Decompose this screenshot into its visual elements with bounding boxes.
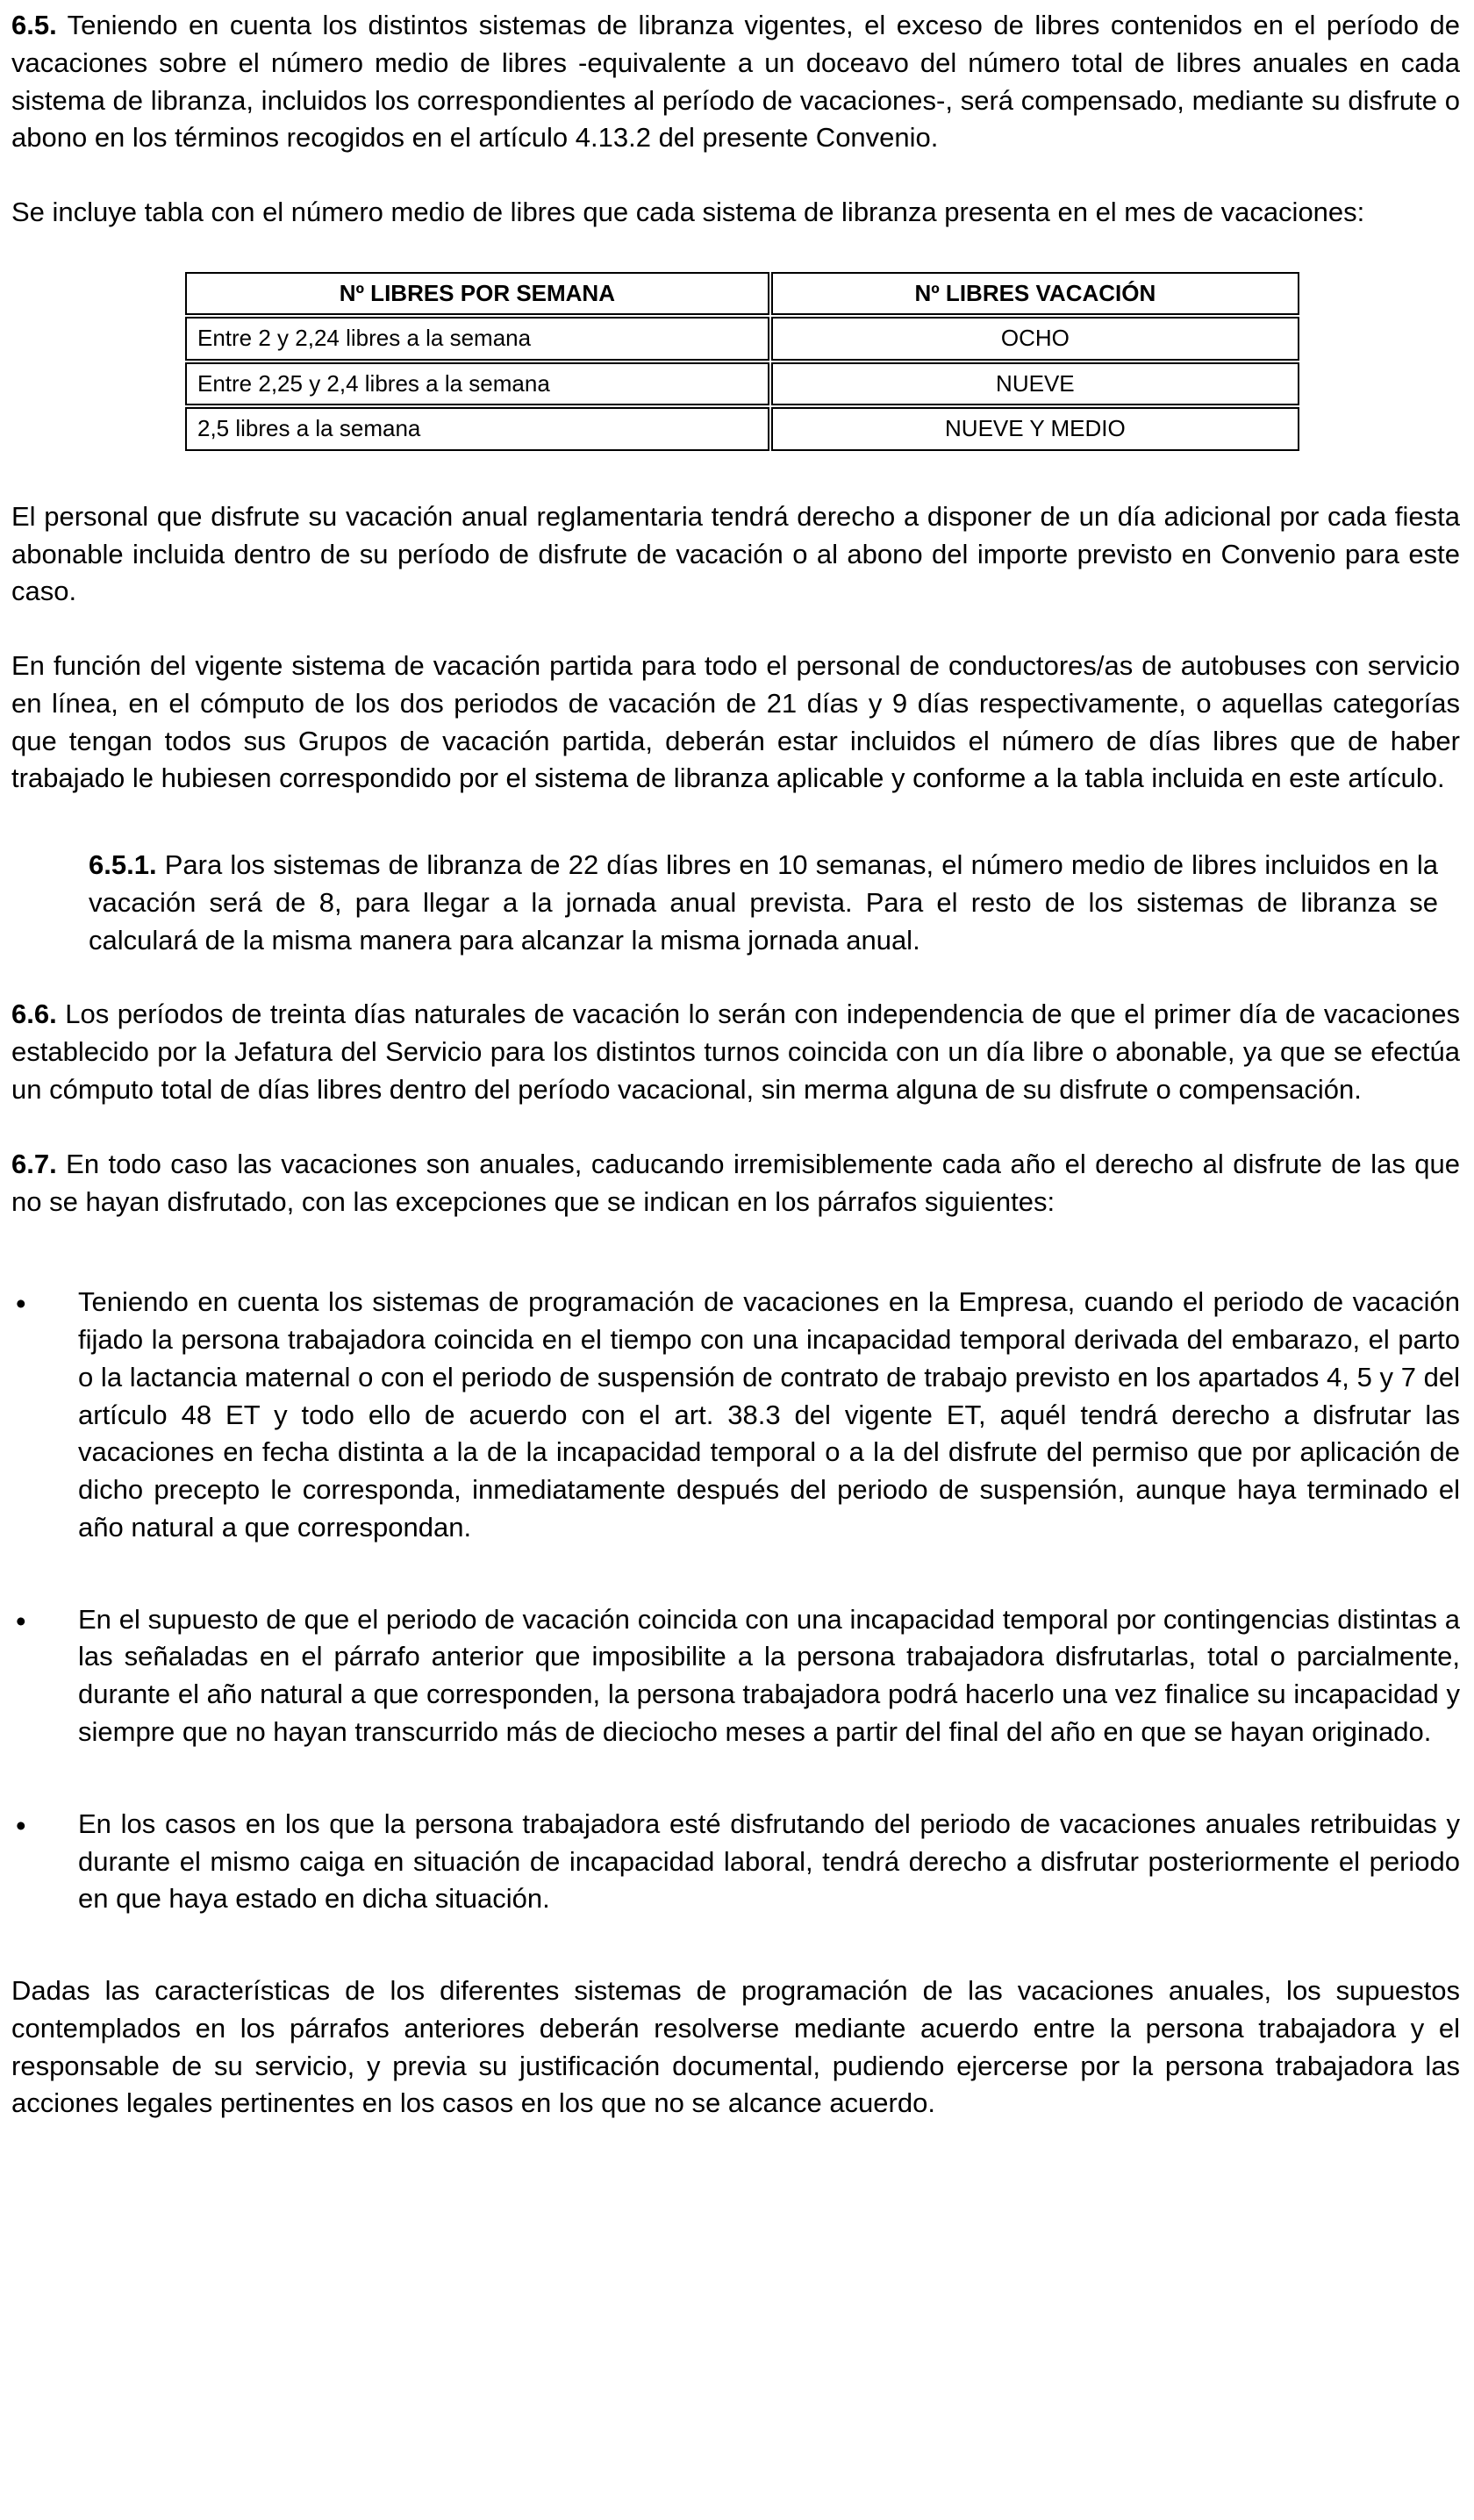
table-container [11, 270, 1460, 453]
table-cell-value: NUEVE Y MEDIO [771, 407, 1299, 451]
list-item [11, 1601, 1460, 1751]
paragraph-closing-text: Dadas las características de los diferentes sistemas de programación de las vacaciones anuales, los supuestos contemplados en los párrafos anteriores deberán resolverse mediante acuerdo entre la persona trabajadora y el responsable de su servicio, y previa su justificación documental, pudiendo ejercerse por la persona trabajadora las acciones legales pertinentes en los casos en los que no se alcance acuerdo. [11, 1975, 1460, 2119]
table-row [185, 317, 1299, 361]
table-header-libres-vacacion: Nº LIBRES VACACIÓN [771, 272, 1299, 316]
paragraph-6-7 [11, 1146, 1460, 1221]
section-number-6-5: 6.5. [11, 10, 57, 40]
table-row [185, 407, 1299, 451]
table-cell-range: Entre 2,25 y 2,4 libres a la semana [185, 362, 769, 406]
paragraph-after-table-1-text: El personal que disfrute su vacación anual reglamentaria tendrá derecho a disponer de un día adicional por cada fiesta abonable incluida dentro de su período de disfrute de vacación o al abono del importe previsto en Convenio para este caso. [11, 500, 1460, 607]
libres-table [183, 270, 1301, 453]
bullet-text-temporal-incapacity: En el supuesto de que el periodo de vacación coincida con una incapacidad temporal por contingencias distintas a las señaladas en el párrafo anterior que imposibilite a la persona trabajadora disfrutarlas, total o parcialmente, durante el año natural a que corresponden, la persona trabajadora podrá hacerlo una vez finalice su incapacidad y siempre que no hayan transcurrido más de dieciocho meses a partir del final del año en que se hayan originado. [78, 1603, 1460, 1747]
bullet-icon: • [16, 1287, 26, 1321]
paragraph-6-7-text: En todo caso las vacaciones son anuales, caducando irremisiblemente cada año el derecho al disfrute de las que no se hayan disfrutado, con las excepciones que se indican en los párrafos siguientes: [11, 1148, 1460, 1217]
paragraph-closing [11, 1972, 1460, 2123]
table-cell-value: NUEVE [771, 362, 1299, 406]
exceptions-bullet-list [11, 1284, 1460, 1918]
bullet-text-during-vacation: En los casos en los que la persona trabajadora esté disfrutando del periodo de vacaciones anuales retribuidas y durante el mismo caiga en situación de incapacidad laboral, tendrá derecho a disfrutar posteriormente el periodo en que haya estado en dicha situación. [78, 1808, 1460, 1915]
table-cell-range: 2,5 libres a la semana [185, 407, 769, 451]
paragraph-6-5-1 [89, 847, 1438, 959]
paragraph-after-table-2-text: En función del vigente sistema de vacación partida para todo el personal de conductores/as de autobuses con servicio en línea, en el cómputo de los dos periodos de vacación de 21 días y 9 días respectivamente, o aquellas categorías que tengan todos sus Grupos de vacación partida, deberán estar incluidos el número de días libres que de haber trabajado le hubiesen correspondido por el sistema de libranza aplicable y conforme a la tabla incluida en este artículo. [11, 650, 1460, 794]
paragraph-table-intro-text: Se incluye tabla con el número medio de libres que cada sistema de libranza presenta en el mes de vacaciones: [11, 197, 1365, 228]
list-item [11, 1806, 1460, 1918]
table-row [185, 362, 1299, 406]
paragraph-6-6-text: Los períodos de treinta días naturales de vacación lo serán con independencia de que el primer día de vacaciones establecido por la Jefatura del Servicio para los distintos turnos coincida con un día libre o abonable, ya que se efectúa un cómputo total de días libres dentro del período vacacional, sin merma alguna de su disfrute o compensación. [11, 999, 1460, 1106]
bullet-text-maternity: Teniendo en cuenta los sistemas de programación de vacaciones en la Empresa, cuando el periodo de vacación fijado la persona trabajadora coincida en el tiempo con una incapacidad temporal derivada del embarazo, el parto o la lactancia maternal o con el periodo de suspensión de contrato de trabajo previsto en los apartados 4, 5 y 7 del artículo 48 ET y todo ello de acuerdo con el art. 38.3 del vigente ET, aquél tendrá derecho a disfrutar las vacaciones en fecha distinta a la de la incapacidad temporal o a la del disfrute del permiso que por aplicación de dicho precepto le corresponda, inmediatamente después del periodo de suspensión, aunque haya terminado el año natural a que correspondan. [78, 1286, 1460, 1543]
paragraph-after-table-2 [11, 648, 1460, 798]
section-number-6-5-1: 6.5.1. [89, 849, 157, 881]
bullet-icon: • [16, 1604, 26, 1637]
table-header-libres-semana: Nº LIBRES POR SEMANA [185, 272, 769, 316]
section-number-6-6: 6.6. [11, 999, 57, 1030]
section-number-6-7: 6.7. [11, 1148, 57, 1179]
paragraph-6-5-1-text: Para los sistemas de libranza de 22 días libres en 10 semanas, el número medio de libres incluidos en la vacación será de 8, para llegar a la jornada anual prevista. Para el resto de los sistemas de libranza se calculará de la misma manera para alcanzar la misma jornada anual. [89, 849, 1438, 956]
table-cell-range: Entre 2 y 2,24 libres a la semana [185, 317, 769, 361]
table-cell-value: OCHO [771, 317, 1299, 361]
paragraph-after-table-1 [11, 498, 1460, 611]
paragraph-6-5 [11, 7, 1460, 157]
list-item [11, 1284, 1460, 1546]
paragraph-6-6 [11, 996, 1460, 1108]
bullet-icon: • [16, 1808, 26, 1842]
table-header-row [185, 272, 1299, 316]
paragraph-6-5-text: Teniendo en cuenta los distintos sistemas de libranza vigentes, el exceso de libres contenidos en el período de vacaciones sobre el número medio de libres -equivalente a un doceavo del número total de libres anuales en cada sistema de libranza, incluidos los correspondientes al período de vacaciones-, será compensado, mediante su disfrute o abono en los términos recogidos en el artículo 4.13.2 del presente Convenio. [11, 10, 1460, 154]
paragraph-table-intro [11, 194, 1460, 232]
